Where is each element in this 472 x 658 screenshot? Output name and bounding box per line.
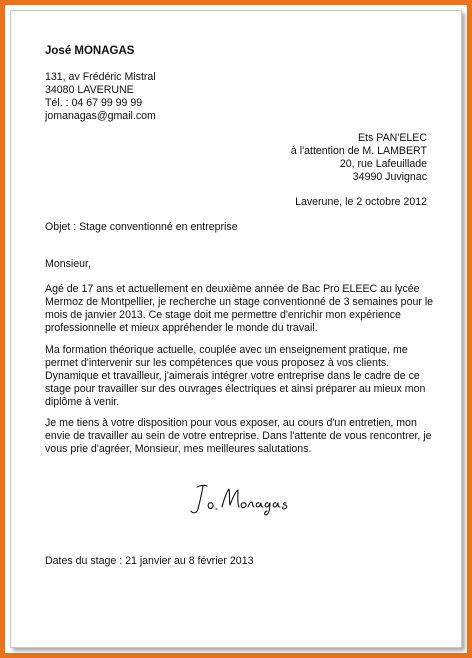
paragraph-line: stage pour travailler sur des ouvrages électriques et ainsi préparer au mieux mon: [45, 383, 426, 395]
handwritten-signature: [187, 479, 297, 519]
recipient-line: Ets PAN'ELEC: [358, 132, 427, 144]
paragraph-line: Agé de 17 ans et actuellement en deuxième année de Bac Pro ELEEC au lycée: [45, 283, 420, 295]
paragraph-line: envie de travailler au sein de votre entreprise. Dans l'attente de vous rencontrer, je: [45, 430, 432, 442]
paragraph-line: diplôme à venir.: [45, 396, 120, 408]
paragraph-2: [45, 344, 441, 409]
paragraph-1: [45, 283, 441, 335]
paragraph-line: permet d'intervenir sur les compétences que vous proposez à vos clients.: [45, 357, 390, 369]
paragraph-line: vous prie d'agréer, Monsieur, mes meilleures salutations.: [45, 443, 312, 455]
paragraph-line: Je me tiens à votre disposition pour vous exposer, au cours d'un entretien, mon: [45, 417, 417, 429]
letter-subject: Objet : Stage conventionné en entreprise: [45, 221, 238, 233]
recipient-line: 34990 Juvignac: [352, 171, 427, 183]
paragraph-line: Dynamique et travailleur, j'aimerais intégrer votre entreprise dans le cadre de ce: [45, 370, 420, 382]
recipient-line: à l'attention de M. LAMBERT: [290, 145, 427, 157]
paragraph-line: mois de janvier 2013. Ce stage doit me permettre d'enrichir mon expérience: [45, 309, 401, 321]
salutation: Monsieur,: [45, 258, 91, 270]
paragraph-line: Ma formation théorique actuelle, couplée avec un enseignement pratique, me: [45, 344, 408, 356]
paragraph-line: Mermoz de Montpellier, je recherche un stage conventionné de 3 semaines pour le: [45, 296, 434, 308]
sender-phone: Tél. : 04 67 99 99 99: [45, 97, 143, 109]
paragraph-3: [45, 417, 441, 456]
sender-address: [45, 71, 156, 123]
recipient-address: [291, 132, 427, 184]
sender-email: jomanagas@gmail.com: [45, 110, 156, 122]
letter-date: Laverune, le 2 octobre 2012: [295, 196, 427, 208]
sender-address-line: 131, av Frédéric Mistral: [45, 71, 156, 83]
paragraph-line: professionnelle et mieux appréhender le monde du travail.: [45, 322, 318, 334]
recipient-line: 20, rue Lafeuillade: [339, 158, 427, 170]
sender-name: José MONAGAS: [45, 45, 135, 57]
sender-address-line: 34080 LAVERUNE: [45, 84, 134, 96]
stage-dates: Dates du stage : 21 janvier au 8 février 2013: [45, 555, 254, 567]
